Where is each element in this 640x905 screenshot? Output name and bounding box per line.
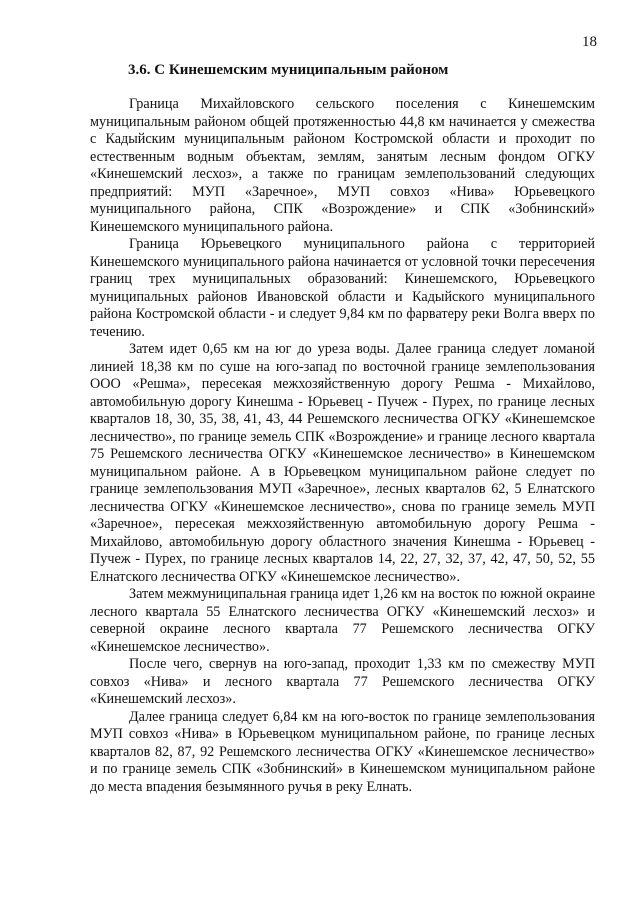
paragraph: Затем межмуниципальная граница идет 1,26 км на восток по южной окраине лесного квартала 55 Елнатского лесничества ОГКУ «Кинешемский лесхоз» и северной окраине лесного квартала 77 Решемского лесничества ОГКУ «Кинешемское лесничество».: [90, 586, 595, 655]
paragraph: Затем идет 0,65 км на юг до уреза воды. Далее граница следует ломаной линией 18,38 км по суше на юго-запад по восточной границе землепользования ООО «Решма», пересекая межхозяйственную дорогу Решма - Михайлово, автомобильную дорогу Кинешма - Юрьевец - Пучеж - Пурех, по границе лесных кварталов 18, 30, 35, 38, 41, 43, 44 Решемского лесничества ОГКУ «Кинешемское лесничество», по границе земель СПК «Возрождение» и границе лесного квартала 75 Решемского лесничества ОГКУ «Кинешемское лесничество» в Кинешемском муниципальном районе. А в Юрьевецком муниципальном районе следует по границе землепользования МУП «Заречное», лесных кварталов 62, 5 Елнатского лесничества ОГКУ «Кинешемское лесничество», снова по границе земель МУП «Заречное», пересекая межхозяйственную автомобильную дорогу Решма - Михайлово, автомобильную дорогу областного значения Кинешма - Юрьевец - Пучеж - Пурех, по границе лесных кварталов 14, 22, 27, 32, 37, 42, 47, 50, 52, 55 Елнатского лесничества ОГКУ «Кинешемское лесничество».: [90, 341, 595, 585]
section-heading: 3.6. С Кинешемским муниципальным районом: [128, 62, 449, 78]
paragraph: Граница Юрьевецкого муниципального района с территорией Кинешемского муниципального района начинается от условной точки пересечения границ трех муниципальных образований: Кинешемского, Юрьевецкого муниципальных районов Ивановской области и Кадыйского муниципального района Костромской области - и следует 9,84 км по фарватеру реки Волга вверх по течению.: [90, 236, 595, 340]
paragraph: Далее граница следует 6,84 км на юго-восток по границе землепользования МУП совхоз «Нива» в Юрьевецком муниципальном районе, по границе лесных кварталов 82, 87, 92 Решемского лесничества ОГКУ «Кинешемское лесничество» и по границе земель СПК «Зобнинский» в Кинешемском муниципальном районе до места впадения безымянного ручья в реку Елнать.: [90, 708, 595, 795]
document-body: [90, 96, 595, 796]
paragraph: После чего, свернув на юго-запад, проходит 1,33 км по смежеству МУП совхоз «Нива» и лесного квартала 77 Решемского лесничества ОГКУ «Кинешемский лесхоз».: [90, 656, 595, 707]
page-number: 18: [582, 34, 597, 50]
paragraph: Граница Михайловского сельского поселения с Кинешемским муниципальным районом общей протяженностью 44,8 км начинается у смежества с Кадыйским муниципальным районом Костромской области и проходит по естественным водным объектам, землям, занятым лесным фондом ОГКУ «Кинешемский лесхоз», а также по границам землепользований следующих предприятий: МУП «Заречное», МУП совхоз «Нива» Юрьевецкого муниципального района, СПК «Возрождение» и СПК «Зобнинский» Кинешемского муниципального района.: [90, 96, 595, 235]
